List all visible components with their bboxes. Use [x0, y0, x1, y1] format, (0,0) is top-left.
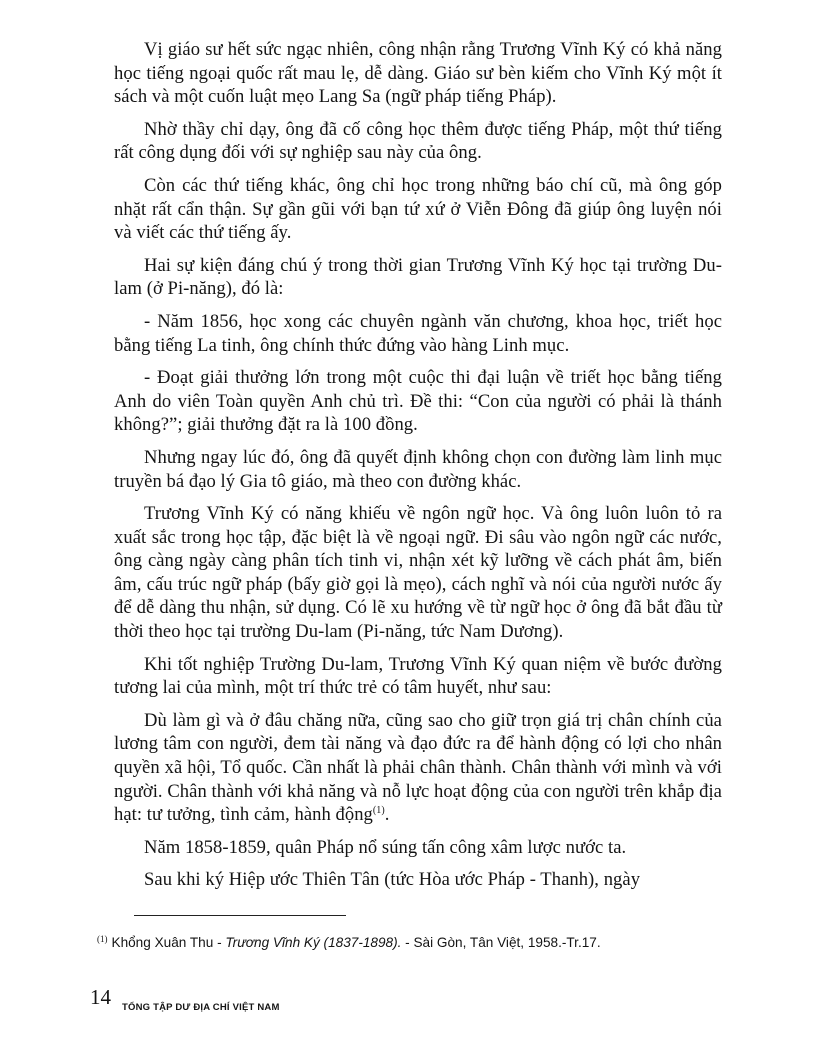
- footnote-reference: (1): [372, 805, 385, 817]
- paragraph-7: Nhưng ngay lúc đó, ông đã quyết định không chọn con đường làm linh mục truyền bá đạo lý Gia tô giáo, mà theo con đường khác.: [114, 446, 722, 492]
- running-footer-title: TỔNG TẬP DƯ ĐỊA CHÍ VIỆT NAM: [122, 1002, 280, 1013]
- footnote: [97, 930, 737, 952]
- page-body: [114, 38, 722, 901]
- paragraph-10-end: .: [384, 804, 390, 826]
- footnote-title: Trương Vĩnh Ký (1837-1898).: [225, 935, 402, 950]
- footnote-author: Khổng Xuân Thu -: [111, 935, 226, 950]
- paragraph-12: Sau khi ký Hiệp ước Thiên Tân (tức Hòa ước Pháp - Thanh), ngày: [144, 869, 641, 891]
- footnote-marker: (1): [97, 934, 108, 944]
- paragraph-2: Nhờ thầy chỉ dạy, ông đã cố công học thêm được tiếng Pháp, một thứ tiếng rất công dụng đối với sự nghiệp sau này của ông.: [114, 118, 722, 164]
- paragraph-9: Khi tốt nghiệp Trường Du-lam, Trương Vĩnh Ký quan niệm về bước đường tương lai của mình, một trí thức trẻ có tâm huyết, như sau:: [114, 653, 722, 699]
- footnote-publication: - Sài Gòn, Tân Việt, 1958.-Tr.17.: [401, 935, 601, 950]
- footnote-divider: [134, 915, 346, 916]
- paragraph-10-text: Dù làm gì và ở đâu chăng nữa, cũng sao cho giữ trọn giá trị chân chính của lương tâm con người, đem tài năng và đạo đức ra để hành động có lợi cho nhân quyền xã hội, Tổ quốc. Cần nhất là phải chân thành. Chân thành với mình và với người. Chân thành với khả năng và nỗ lực hoạt động của con người trên khắp địa hạt: tư tưởng, tình cảm, hành động: [114, 709, 722, 826]
- page-number: 14: [90, 985, 111, 1009]
- paragraph-8: Trương Vĩnh Ký có năng khiếu về ngôn ngữ học. Và ông luôn luôn tỏ ra xuất sắc trong học tập, đặc biệt là về ngoại ngữ. Đi sâu vào ngôn ngữ các nước, ông càng ngày càng phân tích tinh vi, nhận xét kỹ lưỡng về cách phát âm, biến âm, cấu trúc ngữ pháp (bấy giờ gọi là mẹo), cách nghĩ và nói của người nước ấy để dễ dàng thu nhận, sử dụng. Có lẽ xu hướng về từ ngữ học ở ông đã bắt đầu từ thời theo học tại trường Du-lam (Pi-năng, tức Nam Dương).: [114, 503, 722, 643]
- paragraph-6: - Đoạt giải thưởng lớn trong một cuộc thi đại luận về triết học bằng tiếng Anh do viên Toàn quyền Anh chủ trì. Đề thi: “Con của người có phải là thánh không?”; giải thưởng đặt ra là 100 đồng.: [114, 367, 722, 436]
- paragraph-1: Vị giáo sư hết sức ngạc nhiên, công nhận rằng Trương Vĩnh Ký có khả năng học tiếng ngoại quốc rất mau lẹ, dễ dàng. Giáo sư bèn kiếm cho Vĩnh Ký một ít sách và một cuốn luật mẹo Lang Sa (ngữ pháp tiếng Pháp).: [114, 39, 722, 108]
- paragraph-11: Năm 1858-1859, quân Pháp nổ súng tấn công xâm lược nước ta.: [144, 836, 627, 858]
- paragraph-3: Còn các thứ tiếng khác, ông chỉ học trong những báo chí cũ, mà ông góp nhặt rất cẩn thận. Sự gần gũi với bạn tứ xứ ở Viễn Đông đã giúp ông luyện nói và viết các thứ tiếng ấy.: [114, 174, 722, 244]
- paragraph-4: Hai sự kiện đáng chú ý trong thời gian Trương Vĩnh Ký học tại trường Du-lam (ở Pi-năng), đó là:: [114, 254, 722, 300]
- paragraph-10: [114, 709, 722, 827]
- paragraph-5: - Năm 1856, học xong các chuyên ngành văn chương, khoa học, triết học bằng tiếng La tinh, ông chính thức đứng vào hàng Linh mục.: [114, 310, 722, 356]
